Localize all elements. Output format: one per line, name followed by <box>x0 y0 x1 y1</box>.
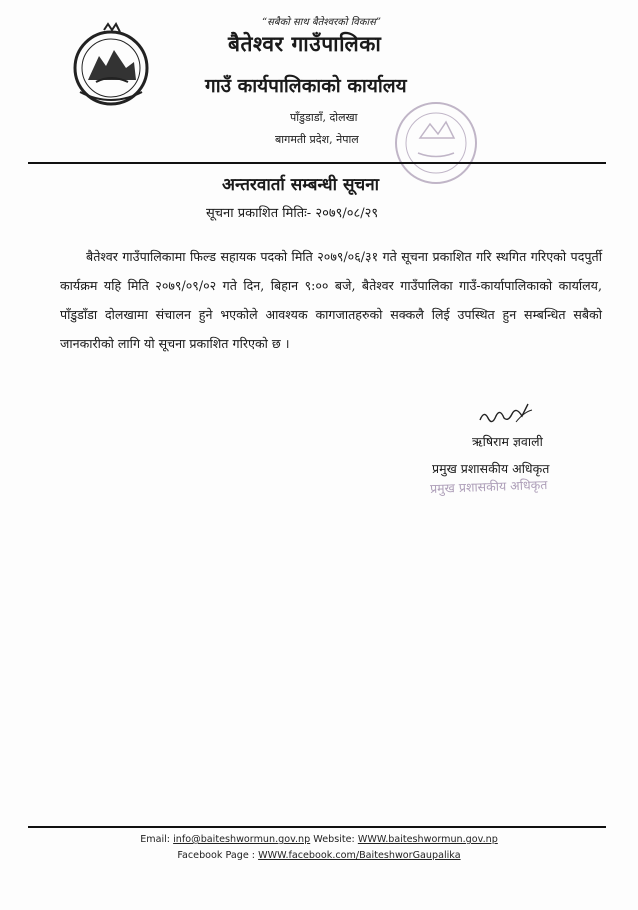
facebook-label: Facebook Page : <box>177 850 256 861</box>
website-label: Website: <box>313 834 355 845</box>
published-date: सूचना प्रकाशित मितिः- २०७९/०८/२९ <box>206 206 379 221</box>
signatory-name: ऋषिराम ज्ञवाली <box>472 434 543 449</box>
notice-subject: अन्तरवार्ता सम्बन्धी सूचना <box>222 175 380 195</box>
signature <box>476 400 536 430</box>
office-seal-stamp <box>388 98 484 188</box>
email-label: Email: <box>140 834 171 845</box>
motto: “सबैको साथ बैतेश्वरको विकास” <box>262 17 382 28</box>
address-line-1: पाँडुडाडाँ, दोलखा <box>290 111 358 124</box>
office-name: गाउँ कार्यपालिकाको कार्यालय <box>205 75 407 97</box>
notice-body: बैतेश्वर गाउँपालिकामा फिल्ड सहायक पदको मिति २०७९/०६/३१ गते सूचना प्रकाशित गरि स्थगित गरिएको पदपुर्ती कार्यक्रम यहि मिति २०७९/०९/०२ गते दिन, बिहान ९:०० बजे, बैतेश्वर गाउँपालिका गाउँ-कार्यापालिकाको कार्यालय, पाँडुडाँडा दोलखामा संचालन हुने भएकोले आवश्यक कागजातहरुको सक्कलै लिई उपस्थित हुन सम्बन्धित सबैको जानकारीको लागि यो सूचना प्रकाशित गरिएको छ । <box>60 249 602 351</box>
municipality-name: बैतेश्वर गाउँपालिका <box>228 31 382 56</box>
footer-divider <box>28 826 606 828</box>
designation-stamp: प्रमुख प्रशासकीय अधिकृत <box>429 476 548 497</box>
facebook-link[interactable]: WWW.facebook.com/BaiteshworGaupalika <box>258 850 461 861</box>
address-line-2: बागमती प्रदेश, नेपाल <box>275 133 359 146</box>
government-emblem-logo <box>66 22 156 106</box>
footer-contact-line <box>0 834 638 845</box>
header-divider <box>28 162 606 164</box>
email-link[interactable]: info@baiteshwormun.gov.np <box>173 834 311 845</box>
signatory-title: प्रमुख प्रशासकीय अधिकृत <box>432 461 550 476</box>
footer-facebook-line <box>0 850 638 861</box>
website-link[interactable]: WWW.baiteshwormun.gov.np <box>357 834 498 845</box>
